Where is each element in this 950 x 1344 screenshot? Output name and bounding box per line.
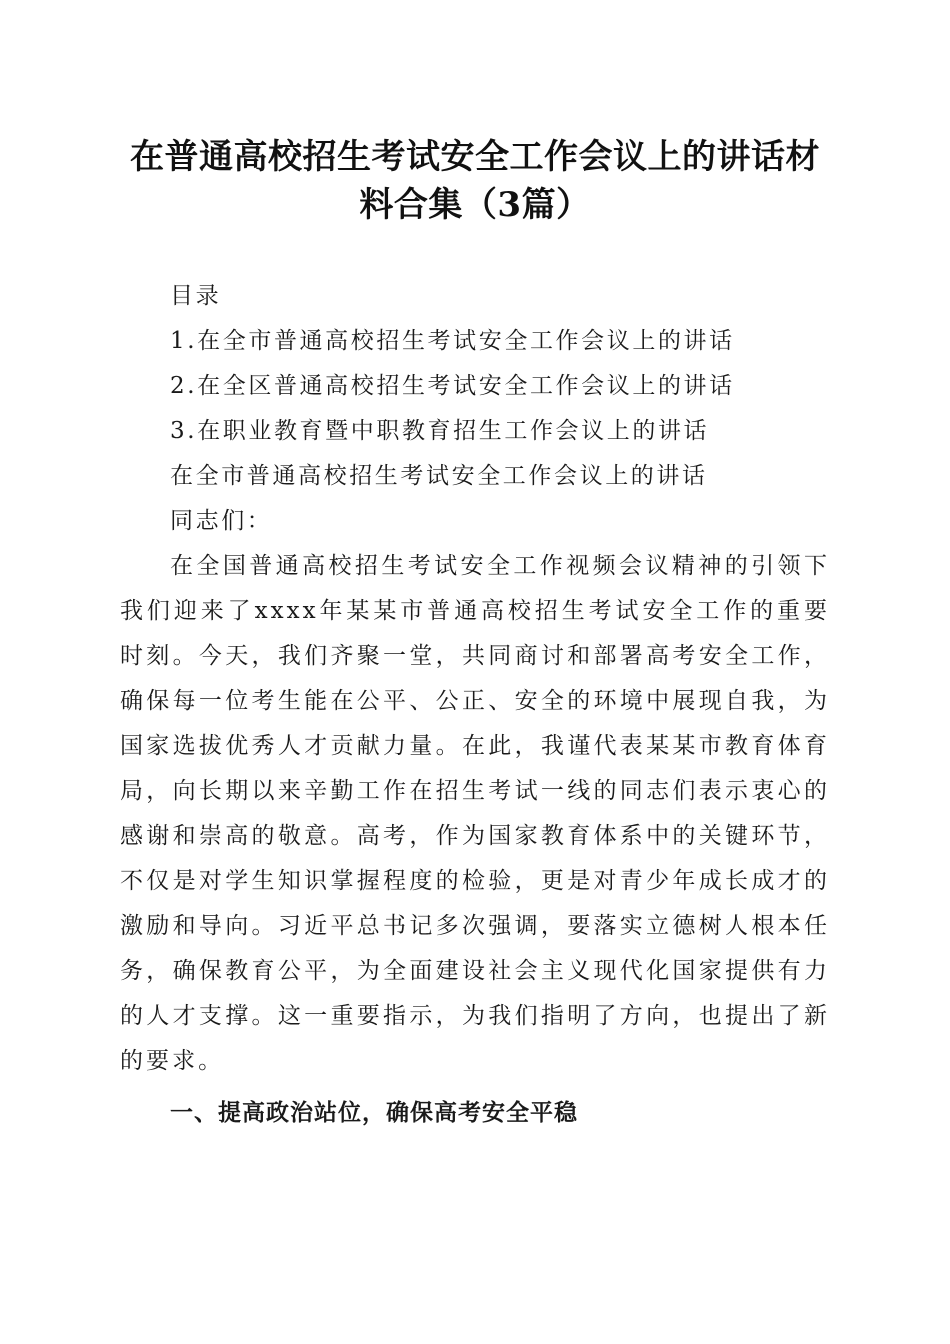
toc-item-2: 2.在全区普通高校招生考试安全工作会议上的讲话 bbox=[170, 373, 735, 399]
toc-label: 目录 bbox=[170, 283, 222, 309]
document-title-line-2: 料合集（3篇） bbox=[359, 185, 591, 225]
section-heading: 一、提高政治站位，确保高考安全平稳 bbox=[170, 1099, 578, 1126]
toc-item-1: 1.在全市普通高校招生考试安全工作会议上的讲话 bbox=[170, 328, 735, 354]
greeting: 同志们： bbox=[170, 508, 273, 534]
document-body bbox=[120, 274, 830, 1135]
document-title bbox=[110, 133, 840, 229]
speech-title: 在全市普通高校招生考试安全工作会议上的讲话 bbox=[170, 463, 708, 489]
body-paragraph: 在全国普通高校招生考试安全工作视频会议精神的引领下我们迎来了xxxx年某某市普通高校招生考试安全工作的重要时刻。今天，我们齐聚一堂，共同商讨和部署高考安全工作，确保每一位考生能在公平、公正、安全的环境中展现自我，为国家选拔优秀人才贡献力量。在此，我谨代表某某市教育体育局，向长期以来辛勤工作在招生考试一线的同志们表示衷心的感谢和崇高的敬意。高考，作为国家教育体系中的关键环节，不仅是对学生知识掌握程度的检验，更是对青少年成长成才的激励和导向。习近平总书记多次强调，要落实立德树人根本任务，确保教育公平，为全面建设社会主义现代化国家提供有力的人才支撑。这一重要指示，为我们指明了方向，也提出了新的要求。 bbox=[120, 553, 830, 1074]
toc-item-3: 3.在职业教育暨中职教育招生工作会议上的讲话 bbox=[170, 418, 710, 444]
document-title-line-1: 在普通高校招生考试安全工作会议上的讲话材 bbox=[130, 137, 820, 177]
